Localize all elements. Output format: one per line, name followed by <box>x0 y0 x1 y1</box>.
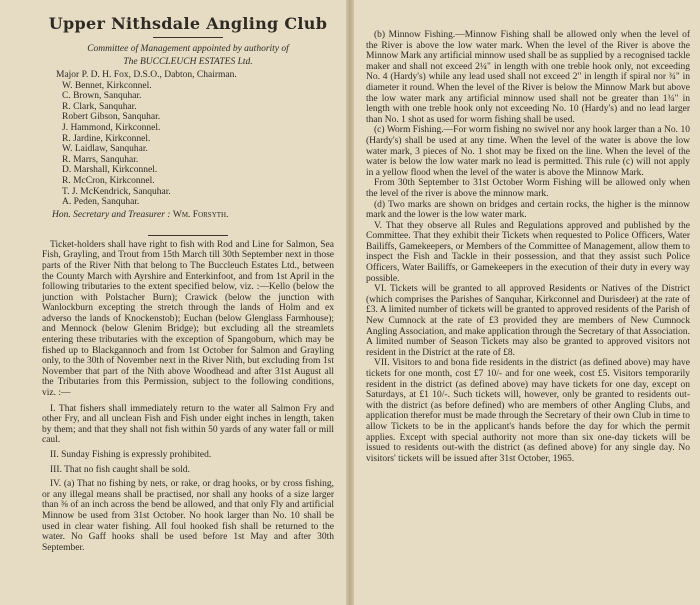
ticket-intro-paragraph: Ticket-holders shall have right to fish with Rod and Line for Salmon, Sea Fish, Grayling, and Trout from 15th March till 30th September next in those parts of the River Nith that belong to The Buccleuch Estates Ltd., between the County March with Ayrshire and Enterkinfoot, and from 1st April in the following tributaries to the extent specified below, viz. :—Kello (below the junction with Polstacher Burn); Crawick (below the junction with Wanlockburn excepting the stretch through the lands of Holm and ex adverso the lands of Knockenstob); Euchan (below Glenglass Farmhouse); and Mennock (below Glenim Bridge); but excluding all the streamlets entering these tributaries with the exception of Spangoburn, which may be fished up to Blackgannoch and from 1st October for Salmon and Grayling only, to the 30th of November next in the River Nith, but excluding from 1st November that part of the Nith above Woodhead and after 31st August all the Tributaries from this Permission, subject to the following conditions, viz. :— <box>42 239 334 399</box>
page-fold <box>346 0 354 605</box>
committee-member: T. J. McKendrick, Sanquhar. <box>62 186 171 197</box>
committee-member: W. Bennet, Kirkconnel. <box>62 80 152 91</box>
condition-3: III. That no fish caught shall be sold. <box>50 464 190 475</box>
committee-member: D. Marshall, Kirkconnel. <box>62 165 158 176</box>
condition-6: VI. Tickets will be granted to all approved Residents or Natives of the District (which comprises the Parishes of Sanquhar, Kirkconnel and Durisdeer) at the rate of £3. A limited number of tickets will be granted to approved residents of the Parish of New Cumnock at the rate of £3 provided they are members of New Cumnock Angling Association, and make application through the Secretary of that Association. A limited number of Season Tickets may also be granted to approved visitors not resident in the District at the rate of £8. <box>366 284 690 358</box>
condition-1: I. That fishers shall immediately return to the water all Salmon Fry and other Fry, and all unclean Fish and Fish under eight inches in length, taken by them; and that they shall not fish within 50 yards of any water fall or mill caul. <box>42 403 334 446</box>
secretary-label: Hon. Secretary and Treasurer : <box>52 209 171 220</box>
right-page <box>354 0 700 605</box>
committee-member: J. Hammond, Kirkconnel. <box>62 122 161 133</box>
rule-minnow-fishing: (b) Minnow Fishing.—Minnow Fishing shall be allowed only when the level of the River is above the low water mark. When the level of the River is above the Minnow Mark any artificial minnow used shall be as supplied by a recognised tackle maker and shall not exceed 2¼" in length with one treble hook only, not exceeding No. 4 (Hardy's) while any lead used shall not exceed 2" in length if spiral nor ¾" in diameter it round. When the level of the River is below the Minnow Mark but above the low water mark any artificial minnow used shall not be greater than 1¾" in length with one treble hook only not exceeding No. 10 (Hardy's) and no lead larger than No. 1 shot as used for worm fishing shall be used. <box>366 30 690 125</box>
section-divider <box>148 235 228 236</box>
rule-worm-dates: From 30th September to 31st October Worm Fishing will be allowed only when the level of the river is above the minnow mark. <box>366 178 690 199</box>
condition-4a: IV. (a) That no fishing by nets, or rake, or drag hooks, or by cross fishing, or any illegal means shall be practised, nor shall any hooks of a size larger than ⅜ of an inch across the bend be allowed, and that only Fly and artificial Minnow be used from 31st October. No hook larger than No. 10 shall be used in clear water fishing. All foul hooked fish shall be returned to the water. No Gaff hooks shall be used before 1st May and after 30th September. <box>42 479 334 553</box>
secretary-name: Wm. Forsyth. <box>172 209 229 220</box>
committee-member: Major P. D. H. Fox, D.S.O., Dabton, Chairman. <box>56 70 237 80</box>
condition-2: II. Sunday Fishing is expressly prohibited. <box>50 450 212 460</box>
committee-member: Robert Gibson, Sanquhar. <box>62 112 161 123</box>
title-rule <box>153 37 223 38</box>
club-title: Upper Nithsdale Angling Club <box>48 14 328 33</box>
condition-5: V. That they observe all Rules and Regulations approved and published by the Committee. That they exhibit their Tickets when requested to Police Officers, Water Bailiffs, Gamekeepers, or Members of the Committee of Management, allow them to inspect the Fish and Tackle in their possession, and that they assist such Police Officers, Water Bailiffs, or Gamekeepers in the execution of their duty in every way possible. <box>366 220 690 284</box>
committee-member: W. Laidlaw, Sanquhar. <box>62 144 148 155</box>
committee-member: R. Jardine, Kirkconnel. <box>62 133 151 144</box>
committee-member: R. Marrs, Sanquhar. <box>62 154 139 165</box>
appointed-line-1: Committee of Management appointed by authority of <box>87 44 289 54</box>
committee-member: C. Brown, Sanquhar. <box>62 91 142 102</box>
rule-worm-fishing: (c) Worm Fishing.—For worm fishing no swivel nor any hook larger than a No. 10 (Hardy's) shall be used at any time. When the level of the water is above the low water mark, 3 pieces of No. 1 shot may be fixed on the line. When the level of the water is below the low water mark no lead is permitted. This rule (c) will not apply in a yellow flood when the level of the water is above the Minnow Mark. <box>366 125 690 178</box>
committee-member: R. McCron, Kirkconnel. <box>62 175 155 186</box>
condition-7: VII. Visitors to and bona fide residents in the district (as defined above) may have tickets for one month, cost £7 10/- and for one week, cost £5. Visitors temporarily resident in the district (as defined above) may have tickets for one day, except on Saturdays, at £1 10/-. Such tickets will, however, only be granted to residents out-with the district (as before defined) who are members of other Angling Clubs, and application therefor must be made through the Secretary of their own Club in time to allow Tickets to be in the applicant's hands before the day for which the permit applies. Except with special authority not more than six one-day tickets will be issued to residents out-with the district (as defined above) for any single day. No visitors' tickets will be issued after 31st October, 1965. <box>366 358 690 464</box>
committee-member: A. Peden, Sanquhar. <box>62 197 140 208</box>
committee-member: R. Clark, Sanquhar. <box>62 101 137 112</box>
rule-water-marks: (d) Two marks are shown on bridges and certain rocks, the higher is the minnow mark and the lower is the low water mark. <box>366 199 690 221</box>
secretary-line <box>52 210 334 221</box>
appointed-line-2: The BUCCLEUCH ESTATES Ltd. <box>123 57 253 67</box>
committee-list <box>42 70 334 208</box>
left-page <box>0 0 346 605</box>
